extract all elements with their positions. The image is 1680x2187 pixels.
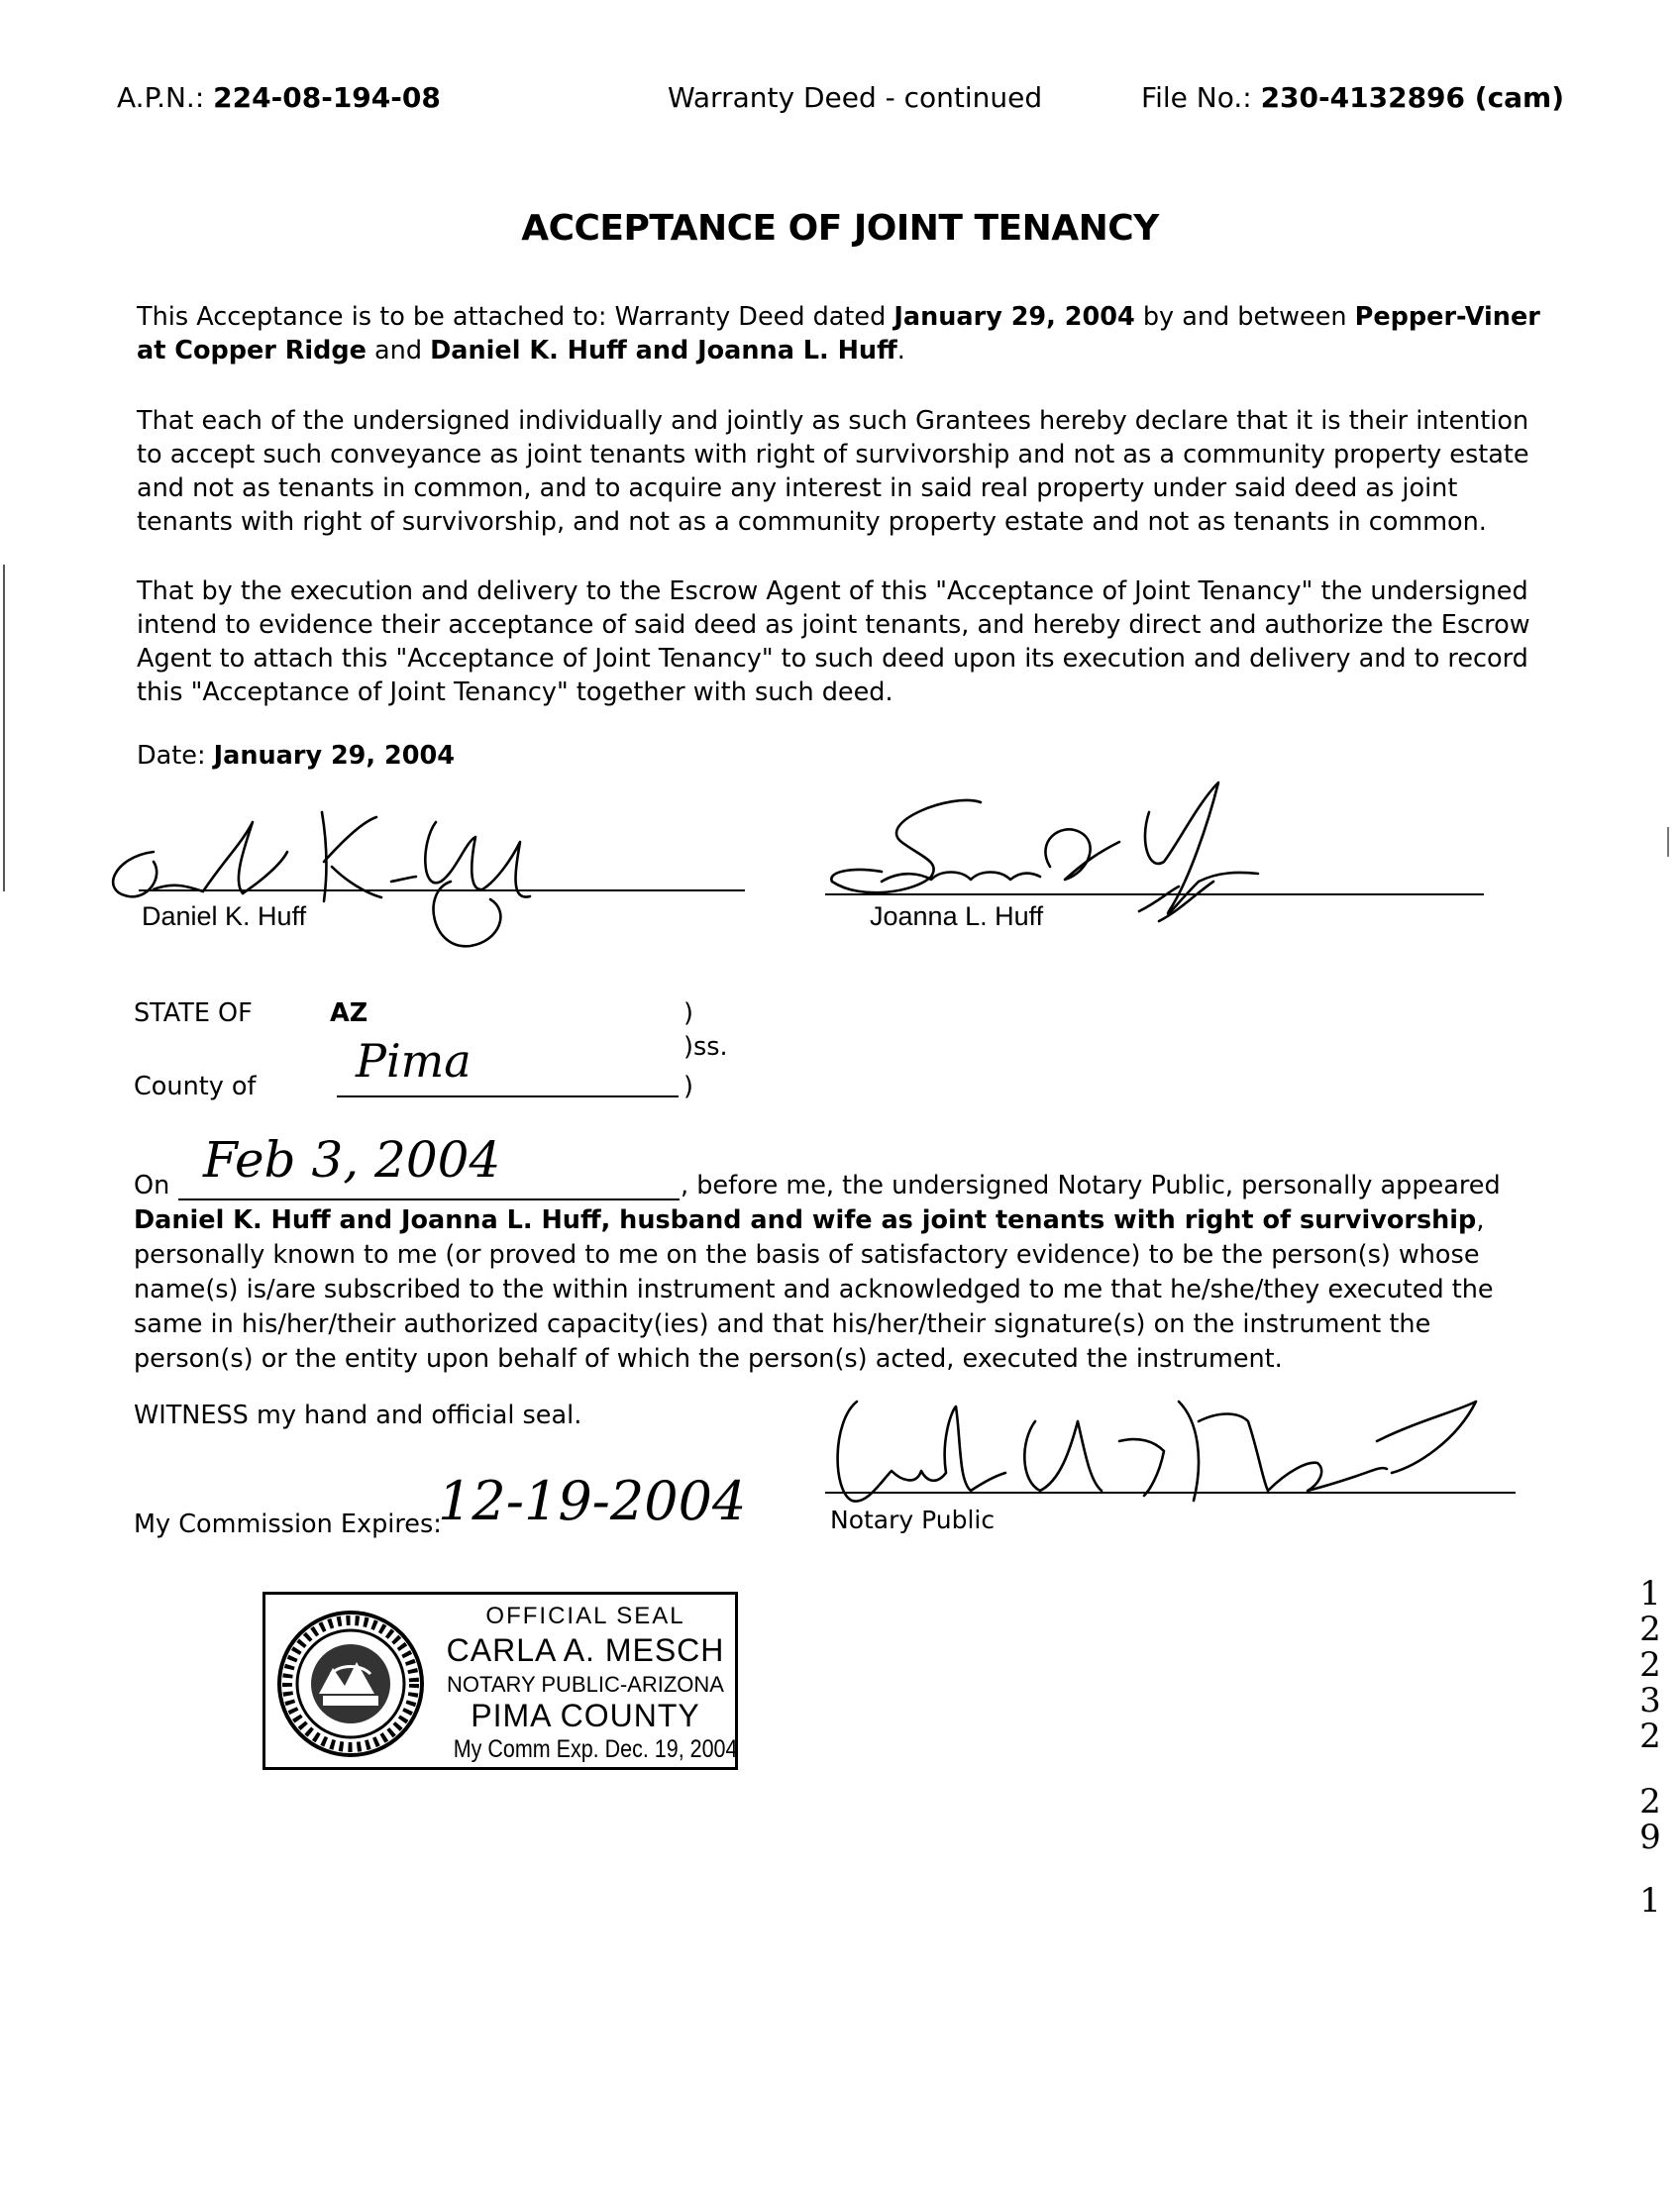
witness-line: WITNESS my hand and official seal. <box>134 1401 582 1430</box>
date-line: Date: January 29, 2004 <box>137 741 455 771</box>
county-value-handwritten: Pima <box>356 1034 472 1088</box>
on-label: On <box>134 1171 170 1200</box>
paragraph-intention: That each of the undersigned individually and jointly as such Grantees hereby declare that it is their intention to accept such conveyance as joint tenants with right of survivorship and not as a community property estate and not as tenants in common, and to acquire any interest in said real property under said deed as joint tenants with right of survivorship, and not as a community property estate and not as tenants in common. <box>137 406 1529 537</box>
notary-public-label: Notary Public <box>830 1506 996 1534</box>
seal-line-5: My Comm Exp. Dec. 19, 2004 <box>453 1735 738 1763</box>
official-seal <box>262 1592 738 1770</box>
margin-stamp-8: 1 <box>1639 1881 1661 1921</box>
venue-paren-1: ) <box>683 998 693 1028</box>
signer-name-daniel: Daniel K. Huff <box>142 901 307 931</box>
document-title: ACCEPTANCE OF JOINT TENANCY <box>521 208 1159 249</box>
commission-handwritten: 12-19-2004 <box>438 1470 747 1532</box>
margin-stamp-7: 9 <box>1639 1818 1661 1857</box>
signature-line-2 <box>825 893 1484 895</box>
seal-line-3: NOTARY PUBLIC-ARIZONA <box>447 1672 724 1697</box>
margin-stamp-4: 3 <box>1639 1681 1661 1720</box>
margin-stamp-2: 2 <box>1639 1610 1661 1649</box>
scan-edge-mark-right <box>1667 827 1669 857</box>
paragraph-attachment: This Acceptance is to be attached to: Warranty Deed dated January 29, 2004 by and between Pepper-Viner at Copper Ridge and Daniel K. Huff and Joanna L. Huff. <box>137 302 1540 365</box>
apn-value: 224-08-194-08 <box>213 81 441 114</box>
county-label: County of <box>134 1072 257 1101</box>
seal-line-2: CARLA A. MESCH <box>446 1632 725 1668</box>
paragraph-escrow: That by the execution and delivery to the Escrow Agent of this "Acceptance of Joint Tenancy" the undersigned intend to evidence their acceptance of said deed as joint tenants, and hereby direct and authorize the Escrow Agent to attach this "Acceptance of Joint Tenancy" to such deed upon its execution and delivery and to record this "Acceptance of Joint Tenancy" together with such deed. <box>137 576 1530 707</box>
state-label: STATE OF <box>134 998 253 1028</box>
file-number: File No.: 230-4132896 (cam) <box>1141 81 1565 114</box>
margin-stamp-1: 1 <box>1639 1574 1661 1614</box>
seal-line-4: PIMA COUNTY <box>471 1698 700 1733</box>
handwritten-notary-date: Feb 3, 2004 <box>203 1131 501 1189</box>
notary-signature-line <box>825 1492 1516 1494</box>
margin-stamp-5: 2 <box>1639 1717 1661 1756</box>
venue-paren-3: ) <box>683 1072 693 1101</box>
margin-stamp-6: 2 <box>1639 1782 1661 1822</box>
state-value: AZ <box>330 998 368 1028</box>
notary-acknowledgement: , before me, the undersigned Notary Public, personally appeared Daniel K. Huff and Joanna L. Huff, husband and wife as joint tenants with right of survivorship, personally known to me (or proved to me on the basis of satisfactory evidence) to be the person(s) whose name(s) is/are subscribed to the within instrument and acknowledged to me that he/she/they executed the same in his/her/their authorized capacity(ies) and that his/her/their signature(s) on the instrument the person(s) or the entity upon behalf of which the person(s) acted, executed the instrument. <box>134 1171 1501 1374</box>
signature-line-1 <box>139 889 745 891</box>
margin-stamp-3: 2 <box>1639 1645 1661 1685</box>
header-center: Warranty Deed - continued <box>668 81 1043 114</box>
scan-edge-mark <box>3 565 5 891</box>
commission-label: My Commission Expires: <box>134 1510 442 1539</box>
county-line <box>337 1095 679 1097</box>
signer-name-joanna: Joanna L. Huff <box>870 901 1044 931</box>
venue-ss: )ss. <box>683 1032 728 1062</box>
apn: A.P.N.: 224-08-194-08 <box>117 81 441 114</box>
seal-line-1: OFFICIAL SEAL <box>485 1603 685 1629</box>
state-seal-emblem <box>271 1605 430 1763</box>
signature-notary <box>822 1382 1496 1520</box>
file-number-value: 230-4132896 (cam) <box>1260 81 1565 114</box>
